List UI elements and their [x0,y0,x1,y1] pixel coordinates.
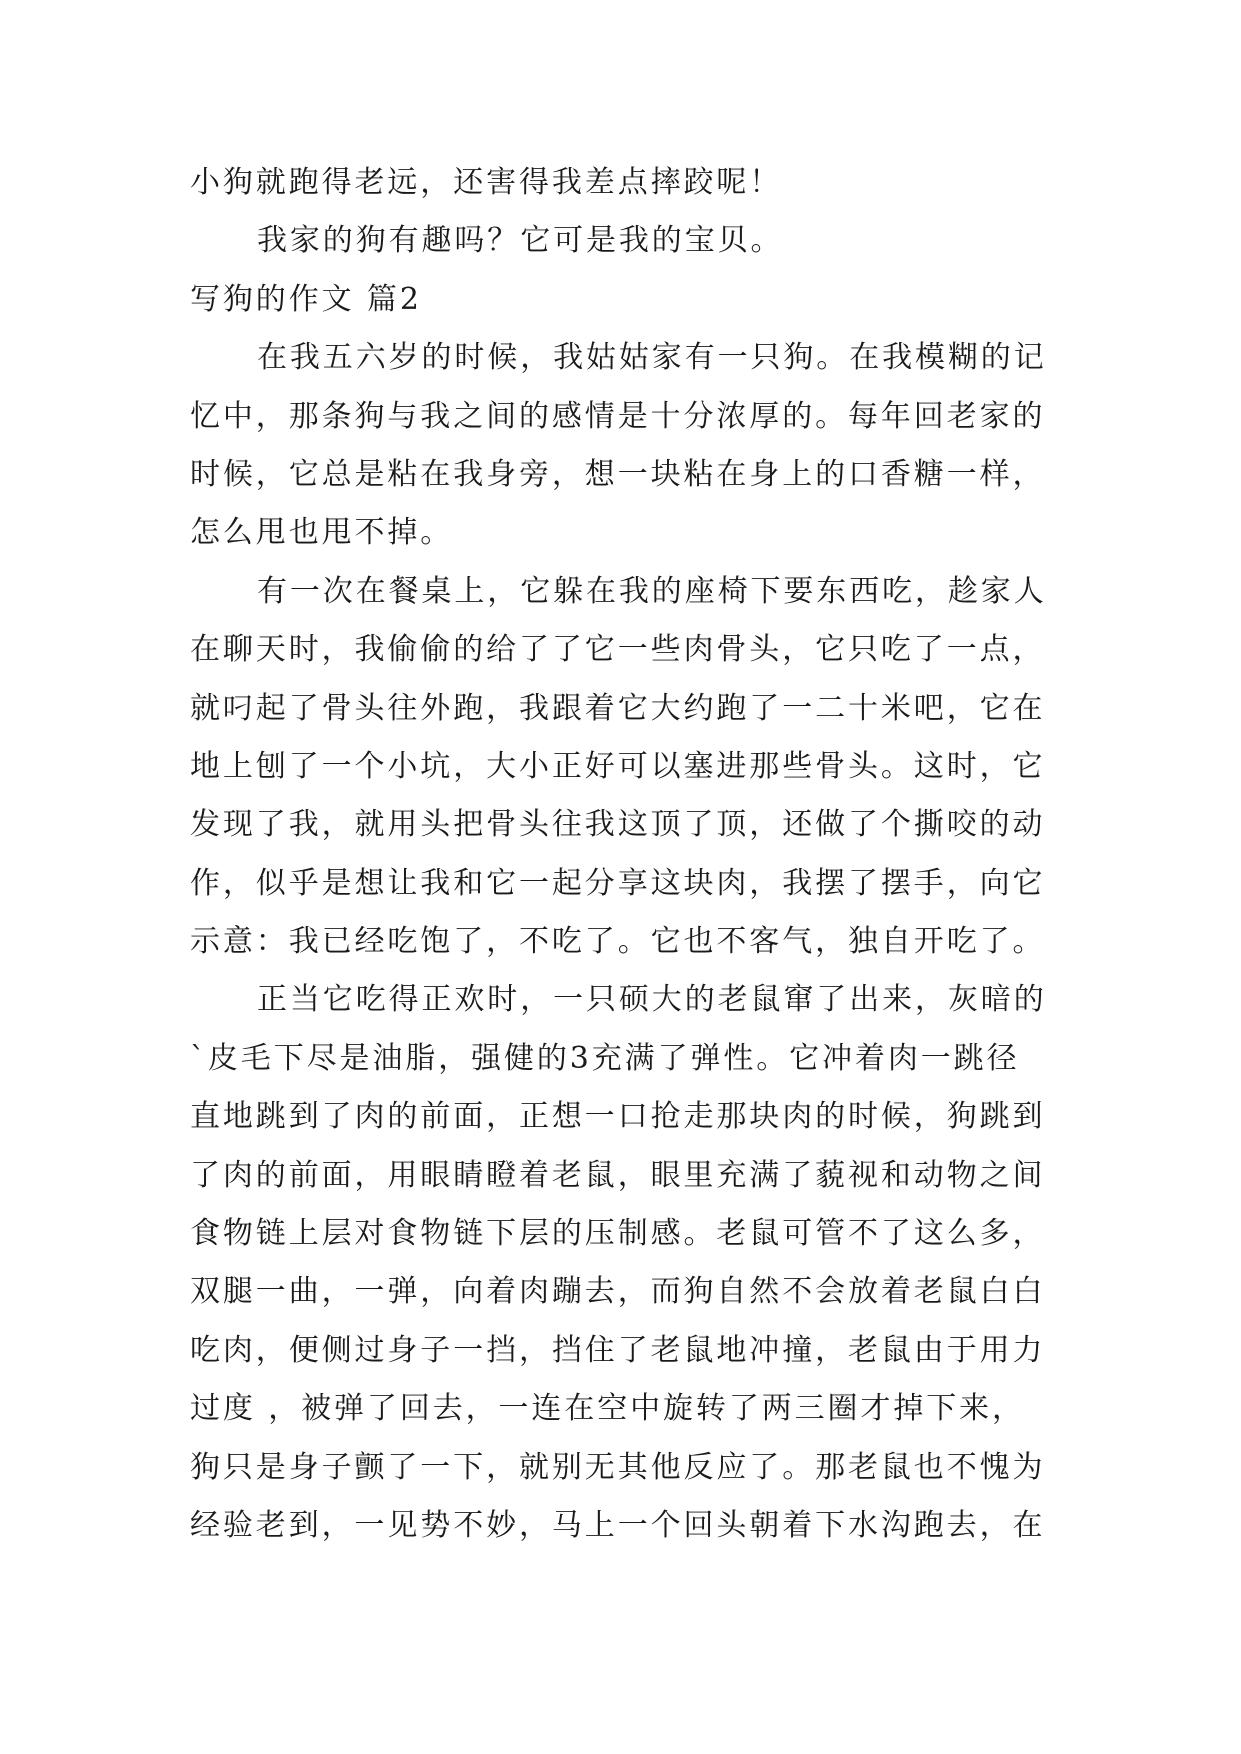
text-line: 示意：我已经吃饱了，不吃了。它也不客气，独自开吃了。 [190,924,1046,960]
text-line: 作，似乎是想让我和它一起分享这块肉，我摆了摆手，向它 [190,865,1046,901]
text-line: 时候，它总是粘在我身旁，想一块粘在身上的口香糖一样， [190,456,1046,492]
text-line: 直地跳到了肉的前面，正想一口抢走那块肉的时候，狗跳到 [190,1099,1046,1135]
text-line: 小狗就跑得老远，还害得我差点摔跤呢！ [190,165,783,200]
text-line: 发现了我，就用头把骨头往我这顶了顶，还做了个撕咬的动 [190,807,1046,843]
text-line: 了肉的前面，用眼睛瞪着老鼠，眼里充满了藐视和动物之间 [190,1157,1046,1193]
text-line: 我家的狗有趣吗？它可是我的宝贝。 [257,223,784,259]
text-line: 有一次在餐桌上，它躲在我的座椅下要东西吃，趁家人 [257,573,1047,609]
text-line: 双腿一曲，一弹，向着肉蹦去，而狗自然不会放着老鼠白白 [190,1274,1046,1310]
section-heading: 写狗的作文 篇2 [190,281,422,317]
text-line: 正当它吃得正欢时，一只硕大的老鼠窜了出来，灰暗的 [257,982,1047,1018]
text-line: 经验老到，一见势不妙，马上一个回头朝着下水沟跑去，在 [190,1507,1046,1543]
text-line: 吃肉，便侧过身子一挡，挡住了老鼠地冲撞，老鼠由于用力 [190,1332,1046,1368]
text-line: 食物链上层对食物链下层的压制感。老鼠可管不了这么多， [190,1216,1046,1252]
text-line: 地上刨了一个小坑，大小正好可以塞进那些骨头。这时，它 [190,748,1046,784]
text-line: 就叼起了骨头往外跑，我跟着它大约跑了一二十米吧，它在 [190,690,1046,726]
text-line: 忆中，那条狗与我之间的感情是十分浓厚的。每年回老家的 [190,398,1046,434]
text-line: 狗只是身子颤了一下，就别无其他反应了。那老鼠也不愧为 [190,1449,1046,1485]
essay-body [190,154,1070,1555]
text-line: 怎么甩也甩不掉。 [190,515,454,551]
text-line: 过度 ，被弹了回去，一连在空中旋转了两三圈才掉下来， [190,1391,1025,1427]
text-line: `皮毛下尽是油脂，强健的3充满了弹性。它冲着肉一跳径 [190,1040,1020,1076]
text-line: 在我五六岁的时候，我姑姑家有一只狗。在我模糊的记 [257,340,1047,376]
text-line: 在聊天时，我偷偷的给了了它一些肉骨头，它只吃了一点， [190,632,1046,668]
